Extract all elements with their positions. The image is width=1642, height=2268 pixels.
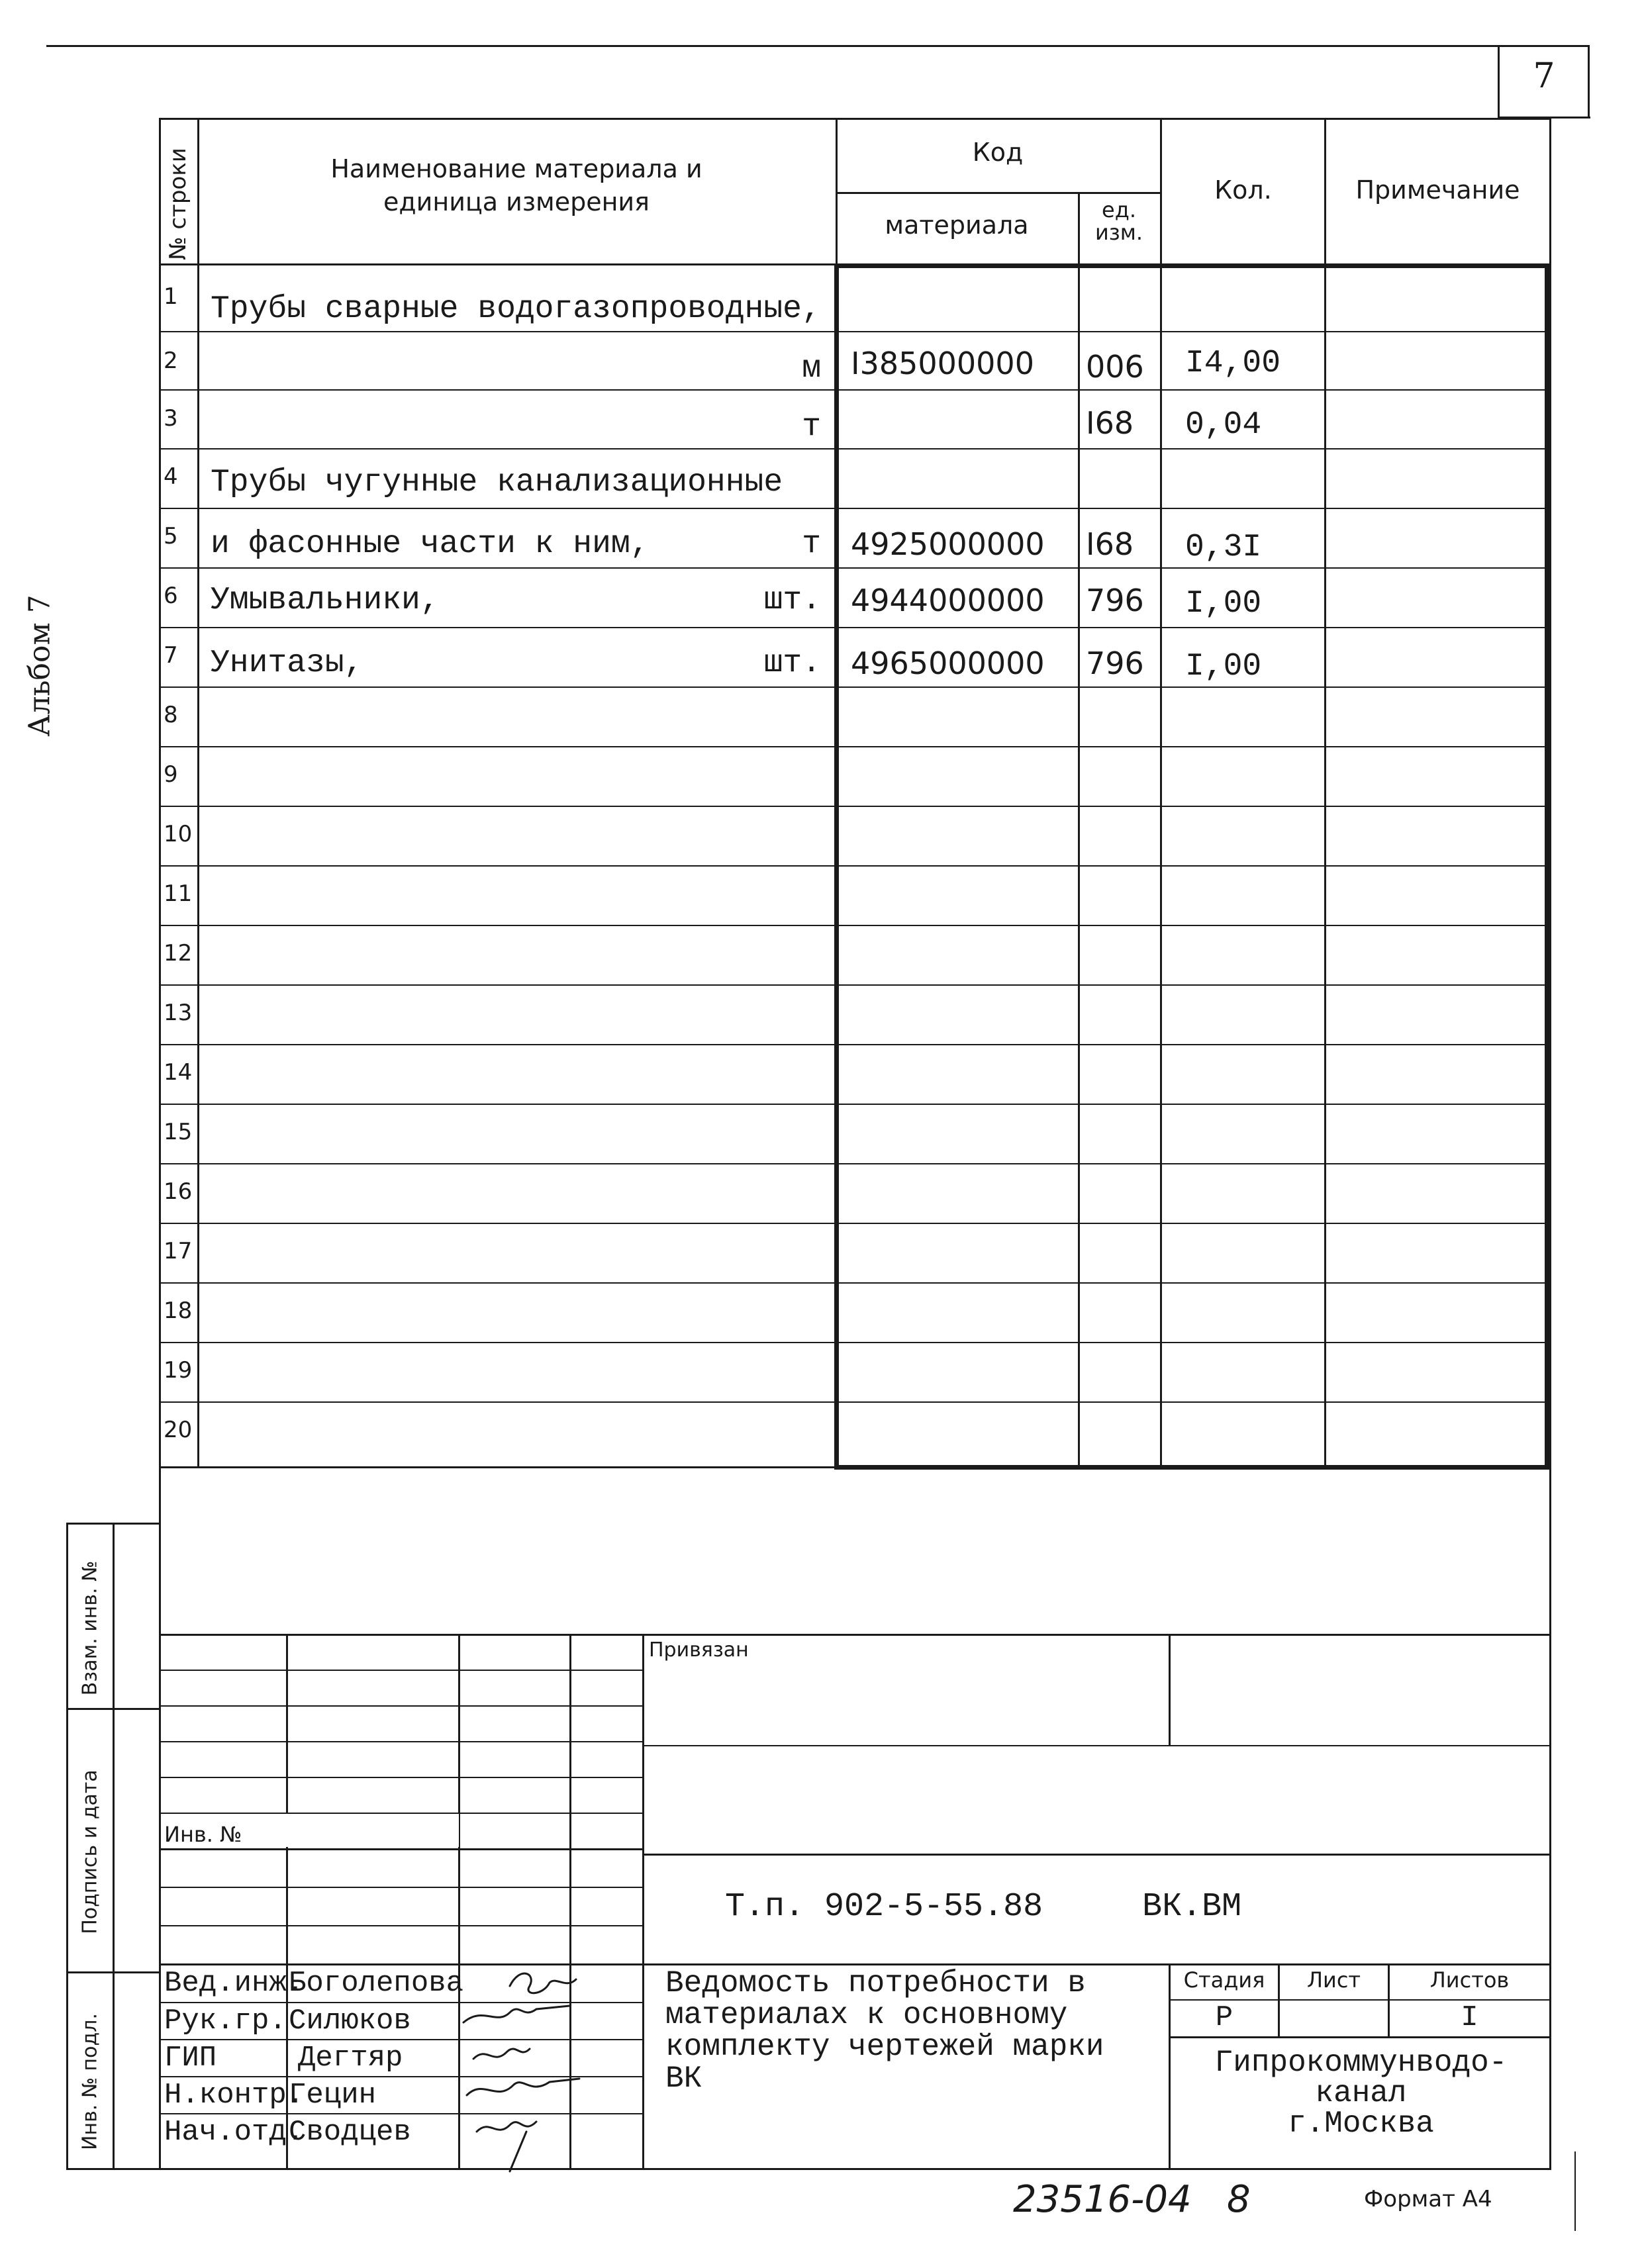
org-line: г.Москва <box>1288 2106 1434 2141</box>
unit-code: 006 <box>1086 349 1144 385</box>
material-code: 4944000000 <box>851 583 1045 618</box>
doc-title-line: Ведомость потребности в <box>665 1966 1086 2001</box>
quantity: 0,04 <box>1185 407 1262 443</box>
unit-label: т <box>802 409 821 445</box>
album-label: Альбом 7 <box>23 594 57 737</box>
person-role: Нач.отд. <box>164 2116 305 2149</box>
row-number: 19 <box>164 1357 193 1384</box>
person-name: Дегтяр <box>298 2042 403 2075</box>
quantity: I4,00 <box>1185 346 1281 381</box>
unit-label: т <box>802 526 821 562</box>
side-stamp-inv-podl: Инв. № подл. <box>78 2013 102 2150</box>
privyazan-label: Привязан <box>649 1638 749 1662</box>
material-name: Трубы чугунные канализационные <box>211 465 783 500</box>
unit-label: м <box>802 351 821 387</box>
quantity: 0,3I <box>1185 530 1262 565</box>
row-number: 8 <box>164 702 178 728</box>
stage-value: Р <box>1215 2001 1233 2034</box>
sheets-label: Листов <box>1429 1967 1510 1993</box>
unit-code: 796 <box>1086 645 1144 681</box>
side-stamp-vzam-inv: Взам. инв. № <box>78 1560 102 1696</box>
quantity: I,00 <box>1185 649 1262 685</box>
row-number: 17 <box>164 1238 193 1264</box>
person-role: ГИП <box>164 2042 217 2075</box>
unit-label: шт. <box>763 583 821 618</box>
row-number: 12 <box>164 940 193 967</box>
row-number: 4 <box>164 463 178 490</box>
person-role: Вед.инж. <box>164 1967 305 2000</box>
person-name: Гецин <box>289 2079 377 2112</box>
header-note: Примечание <box>1355 175 1520 205</box>
material-code: 4925000000 <box>851 526 1045 562</box>
quantity: I,00 <box>1185 586 1262 622</box>
unit-code: 796 <box>1086 583 1144 618</box>
material-code: 4965000000 <box>851 645 1045 681</box>
header-code-material: материала <box>885 211 1029 240</box>
org-line: канал <box>1315 2076 1407 2110</box>
side-stamp-podpis-data: Подпись и дата <box>78 1770 102 1934</box>
sheet-number: 7 <box>1533 56 1555 96</box>
material-name: Унитазы, <box>211 645 363 681</box>
row-number: 13 <box>164 1000 193 1026</box>
header-code: Код <box>972 138 1024 167</box>
material-name: и фасонные части к ним, <box>211 526 650 562</box>
row-number: 14 <box>164 1059 193 1086</box>
person-name: Сводцев <box>289 2116 411 2149</box>
unit-label: шт. <box>763 645 821 681</box>
row-number: 3 <box>164 405 178 432</box>
row-number: 2 <box>164 348 178 374</box>
signature-scribbles <box>457 1960 655 2178</box>
person-role: Рук.гр. <box>164 2005 287 2038</box>
doc-title-line: комплекту чертежей марки <box>665 2030 1104 2064</box>
header-name: Наименование материала и единица измерения <box>330 154 702 216</box>
header-qty: Кол. <box>1214 175 1272 205</box>
format-label: Формат А4 <box>1364 2186 1492 2212</box>
person-name: Силюков <box>289 2005 411 2038</box>
org-line: Гипрокоммунводо- <box>1214 2046 1508 2080</box>
row-number: 20 <box>164 1417 193 1443</box>
doc-title-line: ВК <box>665 2061 702 2096</box>
row-number: 16 <box>164 1178 193 1205</box>
sheet-label: Лист <box>1306 1967 1361 1993</box>
person-name: Боголепова <box>289 1967 464 2000</box>
drawing-designation: Т.п. 902-5-55.88 ВК.ВМ <box>725 1888 1242 1926</box>
unit-code: I68 <box>1086 526 1134 562</box>
archive-number: 23516-04 8 <box>1013 2178 1251 2221</box>
header-code-unit: ед. изм. <box>1094 197 1143 245</box>
row-number: 6 <box>164 583 178 609</box>
row-number: 1 <box>164 283 178 310</box>
row-number: 7 <box>164 642 178 669</box>
row-number: 11 <box>164 880 193 907</box>
material-code: I385000000 <box>851 346 1034 381</box>
row-number: 18 <box>164 1298 193 1324</box>
stage-label: Стадия <box>1183 1967 1265 1993</box>
doc-title-line: материалах к основному <box>665 1998 1068 2032</box>
unit-code: I68 <box>1086 405 1134 441</box>
header-row-no: № строки <box>165 148 191 260</box>
row-number: 9 <box>164 761 178 788</box>
row-number: 15 <box>164 1119 193 1145</box>
row-number: 10 <box>164 821 193 847</box>
material-name: Трубы сварные водогазопроводные, <box>211 291 821 327</box>
row-number: 5 <box>164 523 178 549</box>
material-name: Умывальники, <box>211 583 440 618</box>
sheets-value: I <box>1461 2001 1478 2034</box>
inv-no-label: Инв. № <box>164 1822 242 1847</box>
person-role: Н.контр. <box>164 2079 305 2112</box>
